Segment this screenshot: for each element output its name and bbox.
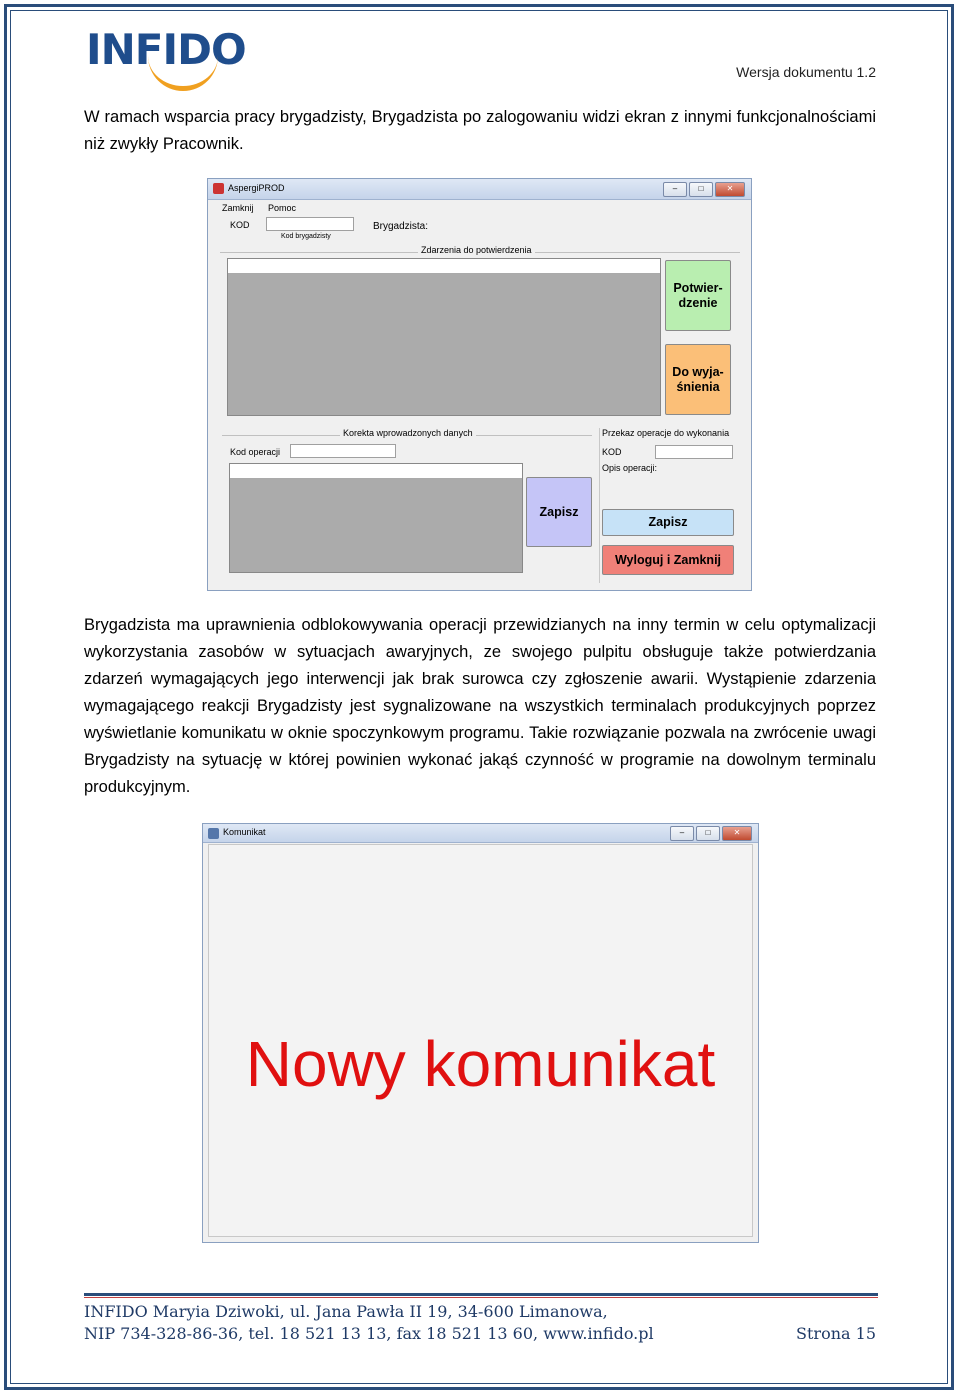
page-number: Strona 15 bbox=[796, 1324, 876, 1343]
events-grid-header bbox=[228, 259, 660, 274]
events-group-title: Zdarzenia do potwierdzenia bbox=[418, 245, 535, 255]
kod-brygadzisty-label: Kod brygadzisty bbox=[281, 233, 331, 240]
window-controls bbox=[663, 182, 745, 197]
footer-contact: NIP 734-328-86-36, tel. 18 521 13 13, fax 18 521 13 60, www.infido.pl bbox=[84, 1324, 654, 1343]
brygadzista-label: Brygadzista: bbox=[373, 221, 429, 232]
new-message-text: Nowy komunikat bbox=[245, 1028, 716, 1100]
zapisz-korekta-label: Zapisz bbox=[539, 504, 579, 519]
komunikat-close-icon[interactable]: ✕ bbox=[722, 826, 752, 841]
aspergiprod-window bbox=[207, 178, 752, 591]
komunikat-app-icon bbox=[208, 828, 219, 839]
korekta-group-title: Korekta wprowadzonych danych bbox=[340, 428, 476, 438]
komunikat-maximize-icon[interactable]: □ bbox=[696, 826, 720, 841]
kod-operacji-label: Kod operacji bbox=[230, 447, 281, 457]
kod-input[interactable] bbox=[266, 217, 354, 231]
intro-paragraph: W ramach wsparcia pracy brygadzisty, Brygadzista po zalogowaniu widzi ekran z innymi funkcjonalnościami niż zwykły Pracownik. bbox=[84, 108, 876, 153]
minimize-icon[interactable]: – bbox=[663, 182, 687, 197]
korekta-grid[interactable] bbox=[229, 463, 523, 573]
zapisz-korekta-button[interactable] bbox=[526, 477, 592, 547]
opis-operacji-label: Opis operacji: bbox=[602, 463, 658, 473]
app-icon bbox=[213, 183, 224, 194]
window-titlebar bbox=[208, 179, 751, 200]
document-version: Wersja dokumentu 1.2 bbox=[736, 64, 876, 80]
przekaz-group-title: Przekaz operacje do wykonania bbox=[602, 428, 730, 438]
close-icon[interactable]: ✕ bbox=[715, 182, 745, 197]
zapisz-przekaz-button[interactable] bbox=[602, 509, 734, 536]
komunikat-window-controls bbox=[670, 826, 752, 841]
menu-pomoc[interactable]: Pomoc bbox=[268, 203, 297, 213]
kod-operacji-input[interactable] bbox=[290, 444, 396, 458]
komunikat-minimize-icon[interactable]: – bbox=[670, 826, 694, 841]
komunikat-client-area bbox=[208, 844, 753, 1237]
infido-logo bbox=[86, 26, 270, 82]
komunikat-titlebar bbox=[203, 824, 758, 843]
przekaz-group bbox=[599, 428, 742, 583]
wyloguj-button[interactable] bbox=[602, 545, 734, 575]
events-grid[interactable] bbox=[227, 258, 661, 416]
wyloguj-label: Wyloguj i Zamknij bbox=[614, 552, 722, 567]
footer-divider-accent bbox=[84, 1297, 878, 1298]
menu-zamknij[interactable]: Zamknij bbox=[222, 203, 254, 213]
kod-label: KOD bbox=[230, 220, 250, 230]
korekta-grid-header bbox=[230, 464, 522, 479]
logo-text: INFIDO bbox=[86, 25, 246, 74]
komunikat-title: Komunikat bbox=[223, 827, 266, 837]
potwierdzenie-button[interactable] bbox=[665, 260, 731, 331]
footer-divider bbox=[84, 1293, 878, 1296]
do-wyjasnienia-button[interactable] bbox=[665, 344, 731, 415]
przekaz-kod-label: KOD bbox=[602, 447, 622, 457]
komunikat-window bbox=[202, 823, 759, 1243]
zapisz-przekaz-label: Zapisz bbox=[648, 515, 688, 529]
window-title: AspergiPROD bbox=[228, 183, 285, 193]
maximize-icon[interactable]: □ bbox=[689, 182, 713, 197]
do-wyjasnienia-label: Do wyja- śnienia bbox=[672, 364, 724, 394]
potwierdzenie-label: Potwier- dzenie bbox=[673, 280, 723, 310]
przekaz-kod-input[interactable] bbox=[655, 445, 733, 459]
footer-address: INFIDO Maryia Dziwoki, ul. Jana Pawła II 19, 34-600 Limanowa, bbox=[84, 1302, 608, 1321]
description-paragraph: Brygadzista ma uprawnienia odblokowywania operacji przewidzianych na inny termin w celu optymalizacji wykorzystania zasobów w sytuacjach awaryjnych, ze swojego pulpitu obsługuje także potwierdzania zdarzeń wymagających jego interwencji jak brak surowca czy zgłoszenie awarii. Wystąpienie zdarzenia wymagającego reakcji Brygadzisty jest sygnalizowane na wszystkich terminalach produkcyjnych poprzez wyświetlanie komunikatu w oknie spoczynkowym programu. Takie rozwiązanie pozwala na zwrócenie uwagi Brygadzisty na sytuację w której powinien wykonać jakąś czynność w programie na dowolnym terminalu produkcyjnym. bbox=[84, 616, 876, 796]
